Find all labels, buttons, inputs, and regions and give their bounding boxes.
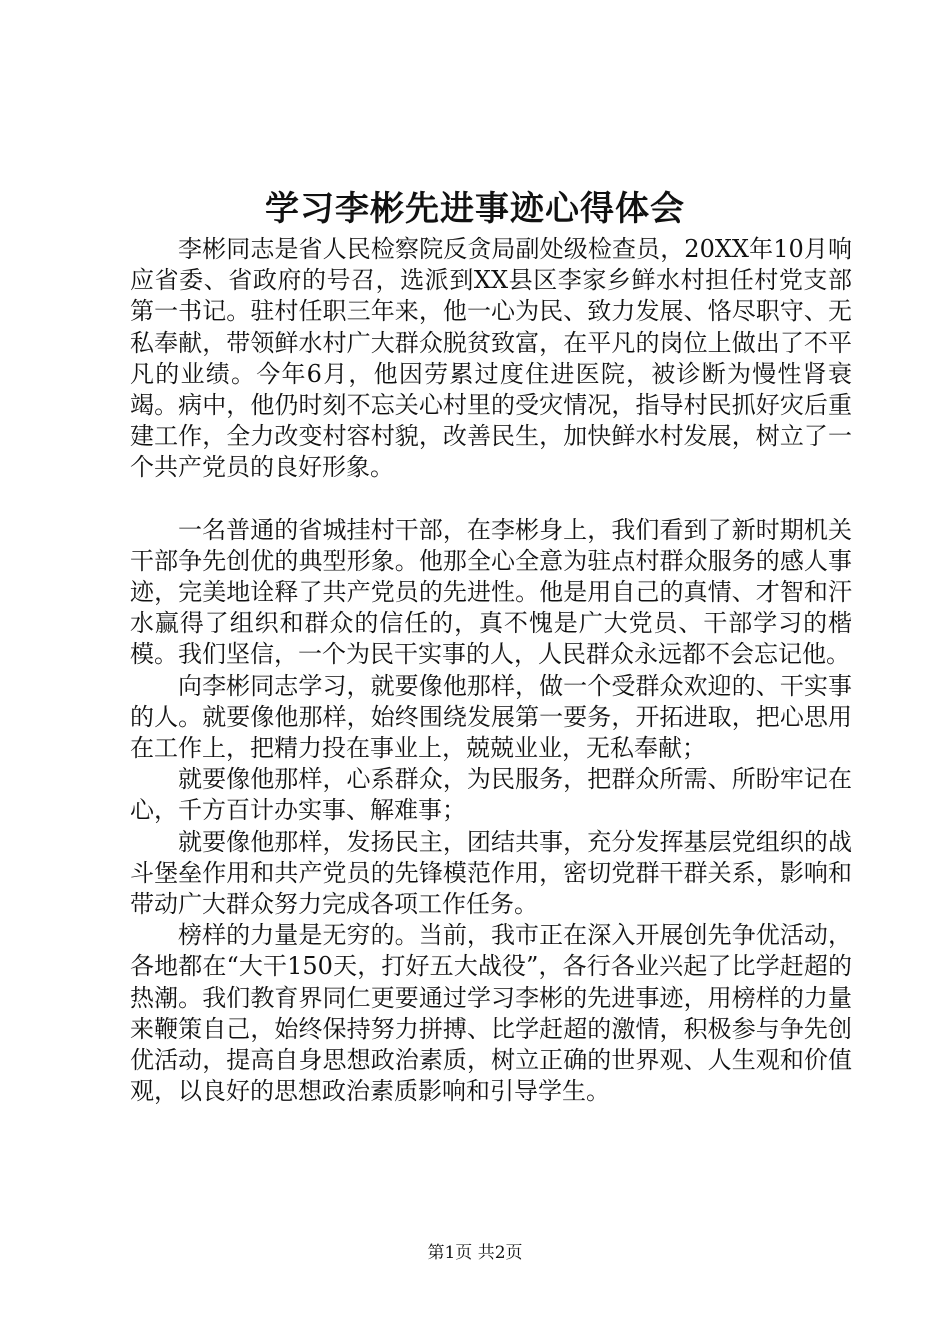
paragraph-learn-from: 向李彬同志学习，就要像他那样，做一个受群众欢迎的、干实事的人。就要像他那样，始终围绕发展第一要务，开拓进取，把心思用在工作上，把精力投在事业上，兢兢业业，无私奉献；: [130, 671, 852, 763]
paragraph-role-model: 榜样的力量是无穷的。当前，我市正在深入开展创先争优活动，各地都在“大干150天，打好五大战役”，各行各业兴起了比学赶超的热潮。我们教育界同仁更要通过学习李彬的先进事迹，用榜样的力量来鞭策自己，始终保持努力拼搏、比学赶超的激情，积极参与争先创优活动，提高自身思想政治素质，树立正确的世界观、人生观和价值观，以良好的思想政治素质影响和引导学生。: [130, 921, 852, 1106]
document-title: 学习李彬先进事迹心得体会: [265, 189, 685, 229]
paragraph-serve-masses: 就要像他那样，心系群众，为民服务，把群众所需、所盼牢记在心，千方百计办实事、解难事；: [130, 765, 852, 825]
page-number: 第1页 共2页: [427, 1243, 523, 1263]
paragraph-democracy: 就要像他那样，发扬民主，团结共事，充分发挥基层党组织的战斗堡垒作用和共产党员的先锋模范作用，密切党群干群关系，影响和带动广大群众努力完成各项工作任务。: [130, 827, 852, 919]
paragraph-intro: 李彬同志是省人民检察院反贪局副处级检查员，20XX年10月响应省委、省政府的号召，选派到XX县区李家乡鲜水村担任村党支部第一书记。驻村任职三年来，他一心为民、致力发展、恪尽职守、无私奉献，带领鲜水村广大群众脱贫致富，在平凡的岗位上做出了不平凡的业绩。今年6月，他因劳累过度住进医院，被诊断为慢性肾衰竭。病中，他仍时刻不忘关心村里的受灾情况，指导村民抓好灾后重建工作，全力改变村容村貌，改善民生，加快鲜水村发展，树立了一个共产党员的良好形象。: [130, 235, 852, 482]
paragraph-model-cadre: 一名普通的省城挂村干部，在李彬身上，我们看到了新时期机关干部争先创优的典型形象。他那全心全意为驻点村群众服务的感人事迹，完美地诠释了共产党员的先进性。他是用自己的真情、才智和汗水赢得了组织和群众的信任的，真不愧是广大党员、干部学习的楷模。我们坚信，一个为民干实事的人，人民群众永远都不会忘记他。: [130, 515, 852, 669]
document-body: [130, 234, 852, 1107]
